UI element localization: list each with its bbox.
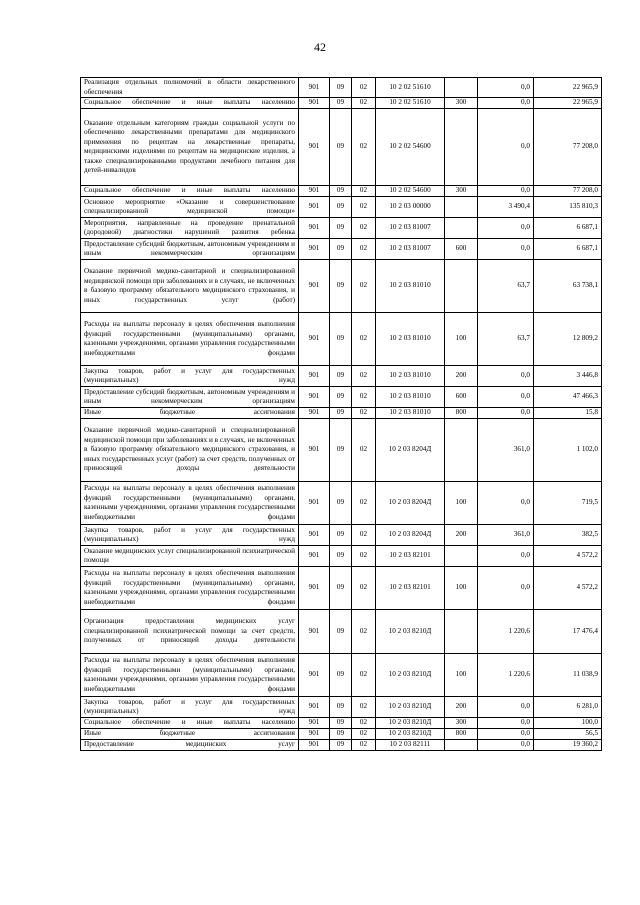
amount-1: 0,0 (478, 186, 534, 197)
amount-2: 12 809,2 (534, 313, 602, 366)
ministry-code: 901 (299, 419, 330, 482)
ministry-code: 901 (299, 729, 330, 740)
amount-1: 361,0 (478, 419, 534, 482)
amount-1: 361,0 (478, 525, 534, 546)
amount-2: 77 208,0 (534, 109, 602, 186)
expense-type-code: 600 (445, 387, 478, 408)
amount-2: 6 687,1 (534, 239, 602, 260)
subsection-code: 02 (352, 313, 376, 366)
ministry-code: 901 (299, 482, 330, 525)
section-code: 09 (330, 78, 352, 98)
section-code: 09 (330, 740, 352, 751)
ministry-code: 901 (299, 525, 330, 546)
row-name: Социальное обеспечение и иные выплаты населению (81, 186, 299, 197)
target-article-code: 10 2 03 8210Д (376, 610, 445, 654)
target-article-code: 10 2 03 82101 (376, 567, 445, 610)
table-row (81, 654, 602, 697)
subsection-code: 02 (352, 482, 376, 525)
amount-1: 1 220,6 (478, 610, 534, 654)
amount-2: 22 965,9 (534, 78, 602, 98)
expense-type-code: 600 (445, 239, 478, 260)
row-name: Оказание первичной медико-санитарной и специализированной медицинской помощи при заболеваниях и в случаях, не включенных в базовую программу обязательного медицинского страхования, и иных государственных услуг (работ) (81, 260, 299, 313)
amount-2: 22 965,9 (534, 98, 602, 109)
row-name: Расходы на выплаты персоналу в целях обеспечения выполнения функций государственными (муниципальными) органами, казенными учреждениями, органами управления государственными внебюджетными фондами (81, 313, 299, 366)
amount-2: 15,8 (534, 408, 602, 419)
row-name: Иные бюджетные ассигнования (81, 729, 299, 740)
ministry-code: 901 (299, 186, 330, 197)
subsection-code: 02 (352, 239, 376, 260)
amount-1: 0,0 (478, 366, 534, 387)
amount-1: 63,7 (478, 313, 534, 366)
subsection-code: 02 (352, 98, 376, 109)
target-article-code: 10 2 03 81010 (376, 408, 445, 419)
subsection-code: 02 (352, 366, 376, 387)
row-name: Расходы на выплаты персоналу в целях обеспечения выполнения функций государственными (муниципальными) органами, казенными учреждениями, органами управления государственными внебюджетными фондами (81, 567, 299, 610)
section-code: 09 (330, 729, 352, 740)
section-code: 09 (330, 567, 352, 610)
row-name: Социальное обеспечение и иные выплаты населению (81, 718, 299, 729)
page-number: 42 (314, 40, 326, 54)
subsection-code: 02 (352, 260, 376, 313)
budget-table (80, 77, 602, 751)
target-article-code: 10 2 03 82111 (376, 740, 445, 751)
subsection-code: 02 (352, 610, 376, 654)
table-row (81, 260, 602, 313)
amount-2: 100,0 (534, 718, 602, 729)
amount-1: 0,0 (478, 718, 534, 729)
table-row (81, 567, 602, 610)
ministry-code: 901 (299, 78, 330, 98)
amount-1: 3 490,4 (478, 197, 534, 218)
ministry-code: 901 (299, 98, 330, 109)
amount-1: 0,0 (478, 387, 534, 408)
subsection-code: 02 (352, 740, 376, 751)
row-name: Основное мероприятие «Оказание и совершенствование специализированной медицинской помощи» (81, 197, 299, 218)
ministry-code: 901 (299, 546, 330, 567)
table-row (81, 740, 602, 751)
subsection-code: 02 (352, 78, 376, 98)
target-article-code: 10 2 03 81010 (376, 313, 445, 366)
expense-type-code: 800 (445, 408, 478, 419)
amount-1: 1 220,6 (478, 654, 534, 697)
expense-type-code (445, 109, 478, 186)
section-code: 09 (330, 697, 352, 718)
subsection-code: 02 (352, 567, 376, 610)
section-code: 09 (330, 366, 352, 387)
row-name: Реализация отдельных полномочий в области лекарственного обеспечения (81, 78, 299, 98)
row-name: Закупка товаров, работ и услуг для государственных (муниципальных) нужд (81, 366, 299, 387)
amount-1: 0,0 (478, 408, 534, 419)
target-article-code: 10 2 03 8210Д (376, 654, 445, 697)
table-row (81, 197, 602, 218)
amount-2: 4 572,2 (534, 546, 602, 567)
section-code: 09 (330, 197, 352, 218)
expense-type-code: 800 (445, 729, 478, 740)
amount-2: 4 572,2 (534, 567, 602, 610)
table-row (81, 218, 602, 239)
expense-type-code (445, 740, 478, 751)
subsection-code: 02 (352, 729, 376, 740)
ministry-code: 901 (299, 260, 330, 313)
row-name: Оказание первичной медико-санитарной и специализированной медицинской помощи при заболеваниях и в случаях, не включенных в базовую программу обязательного медицинского страхования, и иных государственных услуг (работ) за счет средств, полученных от приносящей доходы деятельности (81, 419, 299, 482)
amount-2: 6 687,1 (534, 218, 602, 239)
target-article-code: 10 2 03 81010 (376, 387, 445, 408)
table-row (81, 546, 602, 567)
amount-1: 0,0 (478, 740, 534, 751)
target-article-code: 10 2 03 81010 (376, 366, 445, 387)
target-article-code: 10 2 02 51610 (376, 98, 445, 109)
row-name: Мероприятия, направленные на проведение пренатальной (дородовой) диагностики нарушений развития ребенка (81, 218, 299, 239)
row-name: Оказание отдельным категориям граждан социальной услуги по обеспечению лекарственными препаратами для медицинского применения по рецептам на лекарственные препараты, медицинскими изделиями по рецептам на медицинские изделия, а также специализированными продуктами лечебного питания для детей-инвалидов (81, 109, 299, 186)
amount-2: 3 446,8 (534, 366, 602, 387)
row-name: Расходы на выплаты персоналу в целях обеспечения выполнения функций государственными (муниципальными) органами, казенными учреждениями, органами управления государственными внебюджетными фондами (81, 654, 299, 697)
row-name: Предоставление субсидий бюджетным, автономным учреждениям и иным некоммерческим организациям (81, 239, 299, 260)
table-row (81, 482, 602, 525)
subsection-code: 02 (352, 197, 376, 218)
ministry-code: 901 (299, 718, 330, 729)
amount-2: 719,5 (534, 482, 602, 525)
row-name: Иные бюджетные ассигнования (81, 408, 299, 419)
amount-1: 0,0 (478, 729, 534, 740)
table-row (81, 78, 602, 98)
row-name: Закупка товаров, работ и услуг для государственных (муниципальных) нужд (81, 697, 299, 718)
target-article-code: 10 2 03 81007 (376, 239, 445, 260)
subsection-code: 02 (352, 697, 376, 718)
ministry-code: 901 (299, 697, 330, 718)
subsection-code: 02 (352, 186, 376, 197)
subsection-code: 02 (352, 218, 376, 239)
table-row (81, 729, 602, 740)
target-article-code: 10 2 03 8210Д (376, 718, 445, 729)
amount-1: 0,0 (478, 567, 534, 610)
expense-type-code: 100 (445, 482, 478, 525)
ministry-code: 901 (299, 610, 330, 654)
table-row (81, 366, 602, 387)
target-article-code: 10 2 02 54600 (376, 186, 445, 197)
table-row (81, 419, 602, 482)
section-code: 09 (330, 654, 352, 697)
row-name: Оказание медицинских услуг специализированной психиатрической помощи (81, 546, 299, 567)
amount-1: 0,0 (478, 546, 534, 567)
amount-2: 47 466,3 (534, 387, 602, 408)
expense-type-code (445, 197, 478, 218)
expense-type-code (445, 78, 478, 98)
amount-1: 0,0 (478, 697, 534, 718)
expense-type-code: 100 (445, 313, 478, 366)
expense-type-code (445, 260, 478, 313)
target-article-code: 10 2 03 8210Д (376, 729, 445, 740)
subsection-code: 02 (352, 546, 376, 567)
subsection-code: 02 (352, 408, 376, 419)
row-name: Организация предоставления медицинских услуг специализированной психиатрической помощи за счет средств, полученных от приносящей доходы деятельности (81, 610, 299, 654)
table-row (81, 610, 602, 654)
row-name: Расходы на выплаты персоналу в целях обеспечения выполнения функций государственными (муниципальными) органами, казенными учреждениями, органами управления государственными внебюджетными фондами (81, 482, 299, 525)
expense-type-code (445, 610, 478, 654)
target-article-code: 10 2 02 51610 (376, 78, 445, 98)
section-code: 09 (330, 610, 352, 654)
section-code: 09 (330, 408, 352, 419)
ministry-code: 901 (299, 740, 330, 751)
section-code: 09 (330, 387, 352, 408)
target-article-code: 10 2 03 8210Д (376, 697, 445, 718)
section-code: 09 (330, 419, 352, 482)
amount-2: 11 038,9 (534, 654, 602, 697)
expense-type-code: 300 (445, 98, 478, 109)
section-code: 09 (330, 186, 352, 197)
expense-type-code: 100 (445, 567, 478, 610)
amount-2: 56,5 (534, 729, 602, 740)
expense-type-code: 200 (445, 525, 478, 546)
target-article-code: 10 2 03 8204Д (376, 419, 445, 482)
expense-type-code: 200 (445, 697, 478, 718)
target-article-code: 10 2 03 82101 (376, 546, 445, 567)
table-row (81, 186, 602, 197)
ministry-code: 901 (299, 567, 330, 610)
section-code: 09 (330, 525, 352, 546)
amount-2: 63 738,1 (534, 260, 602, 313)
expense-type-code: 200 (445, 366, 478, 387)
expense-type-code: 300 (445, 186, 478, 197)
amount-2: 135 810,3 (534, 197, 602, 218)
subsection-code: 02 (352, 654, 376, 697)
section-code: 09 (330, 718, 352, 729)
amount-1: 0,0 (478, 98, 534, 109)
table-row (81, 697, 602, 718)
expense-type-code (445, 419, 478, 482)
ministry-code: 901 (299, 387, 330, 408)
row-name: Социальное обеспечение и иные выплаты населению (81, 98, 299, 109)
target-article-code: 10 2 03 81010 (376, 260, 445, 313)
target-article-code: 10 2 03 8204Д (376, 525, 445, 546)
section-code: 09 (330, 482, 352, 525)
expense-type-code (445, 218, 478, 239)
row-name: Предоставление субсидий бюджетным, автономным учреждениям и иным некоммерческим организациям (81, 387, 299, 408)
amount-1: 0,0 (478, 218, 534, 239)
ministry-code: 901 (299, 197, 330, 218)
amount-2: 1 102,0 (534, 419, 602, 482)
amount-2: 6 281,0 (534, 697, 602, 718)
section-code: 09 (330, 98, 352, 109)
ministry-code: 901 (299, 218, 330, 239)
section-code: 09 (330, 546, 352, 567)
expense-type-code (445, 546, 478, 567)
ministry-code: 901 (299, 109, 330, 186)
target-article-code: 10 2 03 00000 (376, 197, 445, 218)
amount-2: 17 476,4 (534, 610, 602, 654)
ministry-code: 901 (299, 313, 330, 366)
row-name: Закупка товаров, работ и услуг для государственных (муниципальных) нужд (81, 525, 299, 546)
ministry-code: 901 (299, 654, 330, 697)
expense-type-code: 100 (445, 654, 478, 697)
amount-1: 0,0 (478, 78, 534, 98)
ministry-code: 901 (299, 239, 330, 260)
table-row (81, 408, 602, 419)
amount-1: 0,0 (478, 482, 534, 525)
amount-1: 63,7 (478, 260, 534, 313)
table-row (81, 525, 602, 546)
section-code: 09 (330, 109, 352, 186)
section-code: 09 (330, 239, 352, 260)
amount-2: 382,5 (534, 525, 602, 546)
target-article-code: 10 2 03 8204Д (376, 482, 445, 525)
expense-type-code: 300 (445, 718, 478, 729)
amount-2: 77 208,0 (534, 186, 602, 197)
subsection-code: 02 (352, 419, 376, 482)
target-article-code: 10 2 03 81007 (376, 218, 445, 239)
amount-2: 19 360,2 (534, 740, 602, 751)
table-row (81, 109, 602, 186)
section-code: 09 (330, 260, 352, 313)
subsection-code: 02 (352, 525, 376, 546)
subsection-code: 02 (352, 387, 376, 408)
table-row (81, 718, 602, 729)
section-code: 09 (330, 313, 352, 366)
table-row (81, 98, 602, 109)
table-row (81, 239, 602, 260)
amount-1: 0,0 (478, 109, 534, 186)
target-article-code: 10 2 02 54600 (376, 109, 445, 186)
table-row (81, 387, 602, 408)
section-code: 09 (330, 218, 352, 239)
subsection-code: 02 (352, 109, 376, 186)
table-row (81, 313, 602, 366)
row-name: Предоставление медицинских услуг (81, 740, 299, 751)
ministry-code: 901 (299, 408, 330, 419)
ministry-code: 901 (299, 366, 330, 387)
amount-1: 0,0 (478, 239, 534, 260)
subsection-code: 02 (352, 718, 376, 729)
